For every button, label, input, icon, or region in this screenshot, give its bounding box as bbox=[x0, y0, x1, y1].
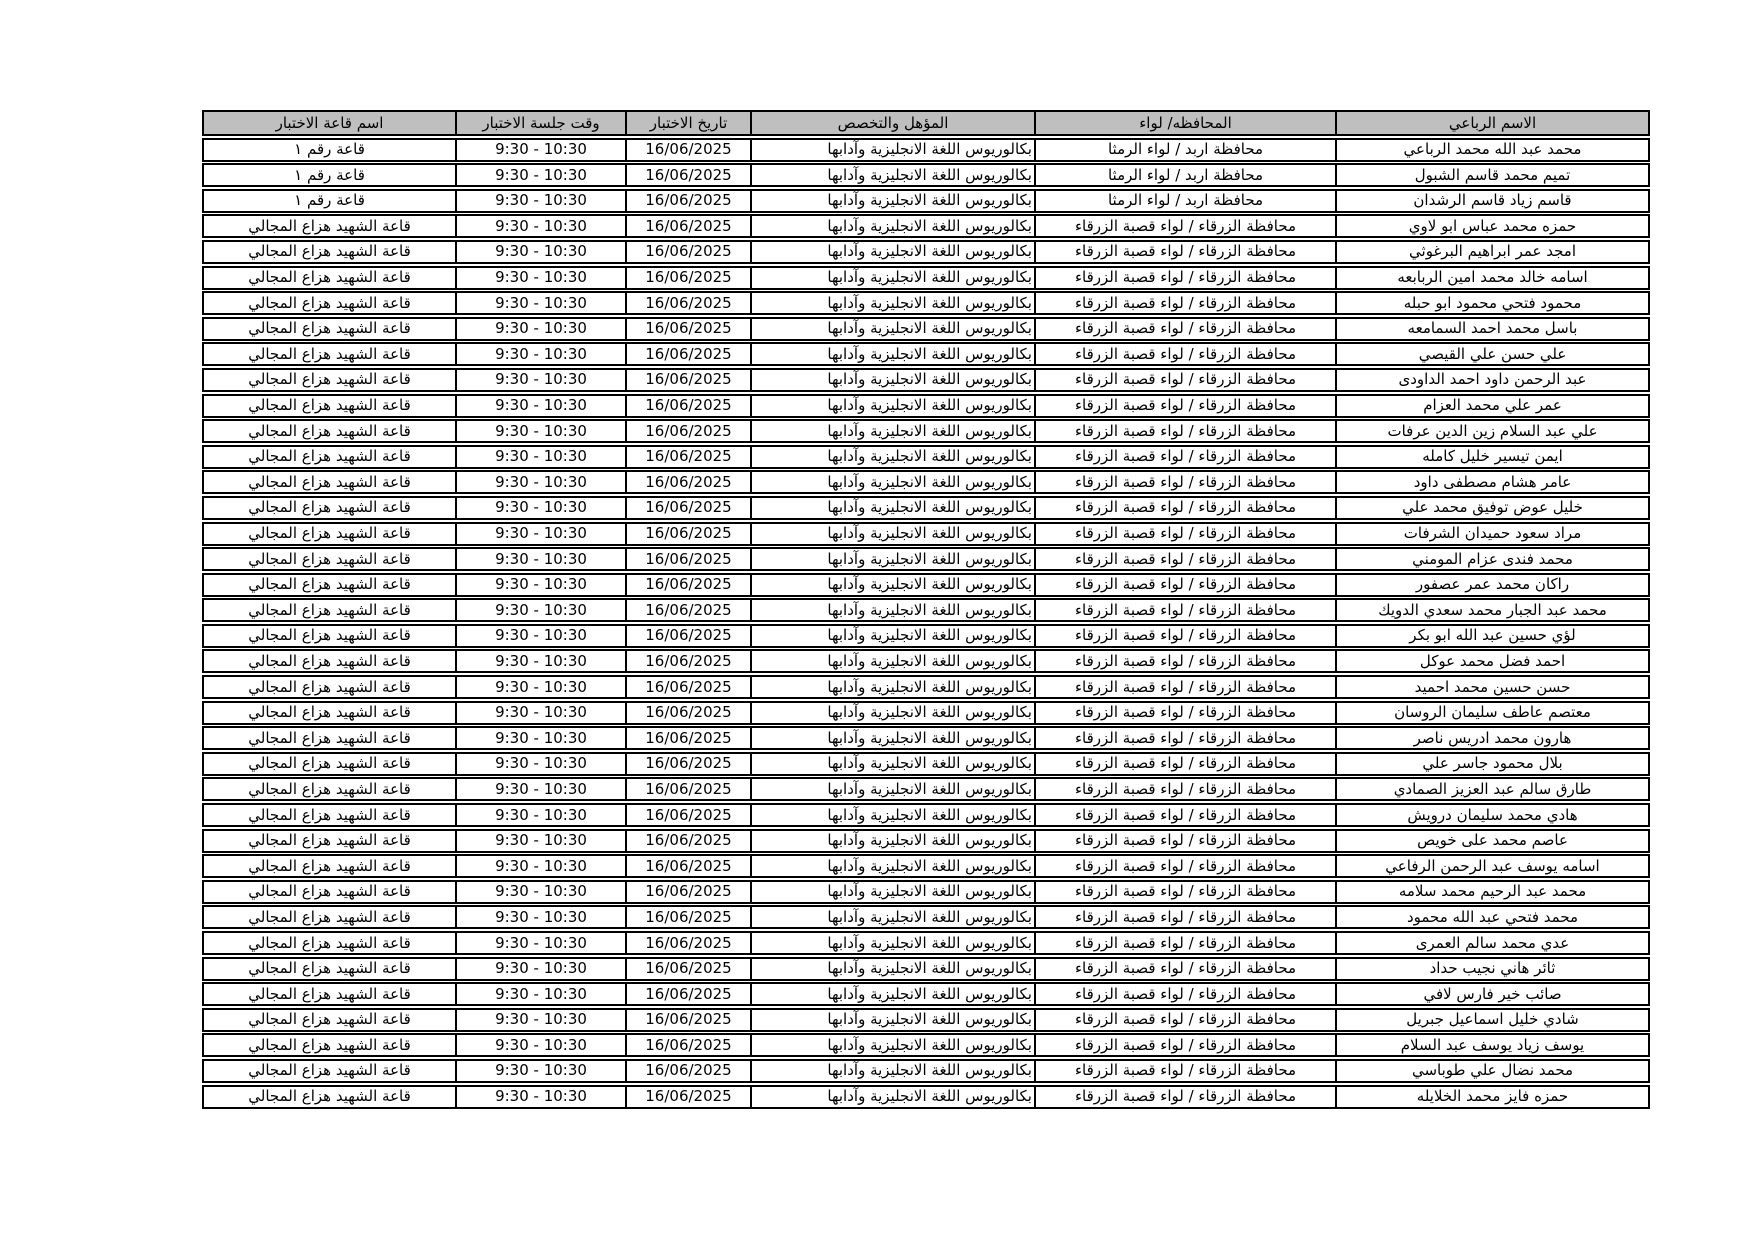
table-row bbox=[202, 163, 1650, 187]
cell-hall: قاعة الشهيد هزاع المجالي bbox=[248, 293, 411, 312]
cell-time: 9:30 - 10:30 bbox=[455, 805, 625, 825]
cell-name: حمزه محمد عباس ابو لاوي bbox=[1335, 216, 1648, 236]
cell-governorate: محافظة الزرقاء / لواء قصبة الزرقاء bbox=[1034, 447, 1335, 467]
cell-date: 16/06/2025 bbox=[625, 1035, 750, 1055]
cell-qualification: بكالوريوس اللغة الانجليزية وآدابها bbox=[750, 907, 1034, 927]
cell-name: محمد نضال علي طوباسي bbox=[1335, 1061, 1648, 1081]
cell-name: محمد عبد الرحيم محمد سلامه bbox=[1335, 882, 1648, 902]
cell-qualification: بكالوريوس اللغة الانجليزية وآدابها bbox=[750, 498, 1034, 518]
cell-governorate: محافظة الزرقاء / لواء قصبة الزرقاء bbox=[1034, 626, 1335, 646]
cell-qualification: بكالوريوس اللغة الانجليزية وآدابها bbox=[750, 754, 1034, 774]
table-row bbox=[202, 675, 1650, 699]
cell-name: عدي محمد سالم العمرى bbox=[1335, 933, 1648, 953]
table-row bbox=[202, 189, 1650, 213]
cell-governorate: محافظة الزرقاء / لواء قصبة الزرقاء bbox=[1034, 677, 1335, 697]
table-row bbox=[202, 240, 1650, 264]
table-row bbox=[202, 905, 1650, 929]
cell-time: 9:30 - 10:30 bbox=[455, 703, 625, 723]
cell-time: 9:30 - 10:30 bbox=[455, 984, 625, 1004]
cell-name: علي حسن علي القيصي bbox=[1335, 344, 1648, 364]
cell-hall: قاعة الشهيد هزاع المجالي bbox=[248, 754, 411, 773]
cell-time: 9:30 - 10:30 bbox=[455, 1061, 625, 1081]
cell-time: 9:30 - 10:30 bbox=[455, 1035, 625, 1055]
cell-time: 9:30 - 10:30 bbox=[455, 1010, 625, 1030]
cell-hall: قاعة الشهيد هزاع المجالي bbox=[248, 1087, 411, 1106]
cell-time: 9:30 - 10:30 bbox=[455, 370, 625, 390]
cell-qualification: بكالوريوس اللغة الانجليزية وآدابها bbox=[750, 1010, 1034, 1030]
cell-name: صائب خير فارس لافي bbox=[1335, 984, 1648, 1004]
cell-qualification: بكالوريوس اللغة الانجليزية وآدابها bbox=[750, 396, 1034, 416]
cell-governorate: محافظة اربد / لواء الرمثا bbox=[1034, 140, 1335, 160]
cell-name: حمزه فايز محمد الخلايله bbox=[1335, 1087, 1648, 1107]
cell-governorate: محافظة الزرقاء / لواء قصبة الزرقاء bbox=[1034, 754, 1335, 774]
table-row bbox=[202, 649, 1650, 673]
cell-date: 16/06/2025 bbox=[625, 754, 750, 774]
cell-name: محمد عبد الله محمد الرباعي bbox=[1335, 140, 1648, 160]
table-row bbox=[202, 1033, 1650, 1057]
table-row bbox=[202, 342, 1650, 366]
cell-date: 16/06/2025 bbox=[625, 140, 750, 160]
cell-date: 16/06/2025 bbox=[625, 216, 750, 236]
cell-governorate: محافظة الزرقاء / لواء قصبة الزرقاء bbox=[1034, 1087, 1335, 1107]
cell-time: 9:30 - 10:30 bbox=[455, 242, 625, 262]
cell-hall: قاعة الشهيد هزاع المجالي bbox=[248, 779, 411, 798]
cell-time: 9:30 - 10:30 bbox=[455, 831, 625, 851]
cell-qualification: بكالوريوس اللغة الانجليزية وآدابها bbox=[750, 524, 1034, 544]
cell-time: 9:30 - 10:30 bbox=[455, 549, 625, 569]
cell-name: طارق سالم عبد العزيز الصمادي bbox=[1335, 779, 1648, 799]
header-qualification: المؤهل والتخصص bbox=[750, 112, 1034, 134]
table-row bbox=[202, 496, 1650, 520]
cell-hall: قاعة الشهيد هزاع المجالي bbox=[248, 1061, 411, 1080]
cell-time: 9:30 - 10:30 bbox=[455, 651, 625, 671]
table-row bbox=[202, 1085, 1650, 1109]
cell-governorate: محافظة الزرقاء / لواء قصبة الزرقاء bbox=[1034, 575, 1335, 595]
cell-qualification: بكالوريوس اللغة الانجليزية وآدابها bbox=[750, 165, 1034, 185]
cell-name: عاصم محمد على خويص bbox=[1335, 831, 1648, 851]
cell-governorate: محافظة الزرقاء / لواء قصبة الزرقاء bbox=[1034, 933, 1335, 953]
cell-qualification: بكالوريوس اللغة الانجليزية وآدابها bbox=[750, 779, 1034, 799]
table-row bbox=[202, 138, 1650, 162]
cell-date: 16/06/2025 bbox=[625, 933, 750, 953]
cell-hall: قاعة الشهيد هزاع المجالي bbox=[248, 651, 411, 670]
cell-date: 16/06/2025 bbox=[625, 831, 750, 851]
cell-date: 16/06/2025 bbox=[625, 856, 750, 876]
cell-date: 16/06/2025 bbox=[625, 344, 750, 364]
cell-governorate: محافظة الزرقاء / لواء قصبة الزرقاء bbox=[1034, 984, 1335, 1004]
cell-date: 16/06/2025 bbox=[625, 984, 750, 1004]
cell-hall: قاعة الشهيد هزاع المجالي bbox=[248, 524, 411, 542]
cell-qualification: بكالوريوس اللغة الانجليزية وآدابها bbox=[750, 831, 1034, 851]
header-governorate: المحافظه/ لواء bbox=[1034, 112, 1335, 134]
cell-date: 16/06/2025 bbox=[625, 293, 750, 313]
cell-qualification: بكالوريوس اللغة الانجليزية وآدابها bbox=[750, 549, 1034, 569]
cell-governorate: محافظة الزرقاء / لواء قصبة الزرقاء bbox=[1034, 421, 1335, 441]
cell-date: 16/06/2025 bbox=[625, 319, 750, 339]
cell-qualification: بكالوريوس اللغة الانجليزية وآدابها bbox=[750, 293, 1034, 313]
table-row bbox=[202, 291, 1650, 315]
cell-governorate: محافظة الزرقاء / لواء قصبة الزرقاء bbox=[1034, 805, 1335, 825]
table-row bbox=[202, 803, 1650, 827]
header-full-name: الاسم الرباعي bbox=[1335, 112, 1648, 134]
cell-name: يوسف زياد يوسف عبد السلام bbox=[1335, 1035, 1648, 1055]
table-row bbox=[202, 368, 1650, 392]
cell-time: 9:30 - 10:30 bbox=[455, 319, 625, 339]
header-exam-hall: اسم قاعة الاختبار bbox=[275, 113, 384, 132]
cell-time: 9:30 - 10:30 bbox=[455, 779, 625, 799]
cell-hall: قاعة الشهيد هزاع المجالي bbox=[248, 933, 411, 952]
cell-governorate: محافظة الزرقاء / لواء قصبة الزرقاء bbox=[1034, 856, 1335, 876]
cell-time: 9:30 - 10:30 bbox=[455, 933, 625, 953]
cell-date: 16/06/2025 bbox=[625, 472, 750, 492]
header-session-time: وقت جلسة الاختبار bbox=[455, 112, 625, 134]
cell-qualification: بكالوريوس اللغة الانجليزية وآدابها bbox=[750, 216, 1034, 236]
cell-governorate: محافظة الزرقاء / لواء قصبة الزرقاء bbox=[1034, 959, 1335, 979]
cell-governorate: محافظة الزرقاء / لواء قصبة الزرقاء bbox=[1034, 498, 1335, 518]
cell-time: 9:30 - 10:30 bbox=[455, 524, 625, 544]
cell-name: باسل محمد احمد السمامعه bbox=[1335, 319, 1648, 339]
cell-hall: قاعة الشهيد هزاع المجالي bbox=[248, 498, 411, 517]
cell-date: 16/06/2025 bbox=[625, 677, 750, 697]
cell-qualification: بكالوريوس اللغة الانجليزية وآدابها bbox=[750, 319, 1034, 339]
cell-qualification: بكالوريوس اللغة الانجليزية وآدابها bbox=[750, 447, 1034, 467]
cell-governorate: محافظة الزرقاء / لواء قصبة الزرقاء bbox=[1034, 472, 1335, 492]
cell-governorate: محافظة الزرقاء / لواء قصبة الزرقاء bbox=[1034, 651, 1335, 671]
cell-time: 9:30 - 10:30 bbox=[455, 1087, 625, 1107]
cell-time: 9:30 - 10:30 bbox=[455, 959, 625, 979]
cell-hall: قاعة الشهيد هزاع المجالي bbox=[248, 728, 411, 747]
cell-time: 9:30 - 10:30 bbox=[455, 216, 625, 236]
cell-date: 16/06/2025 bbox=[625, 1061, 750, 1081]
cell-governorate: محافظة الزرقاء / لواء قصبة الزرقاء bbox=[1034, 549, 1335, 569]
cell-date: 16/06/2025 bbox=[625, 191, 750, 211]
cell-hall: قاعة الشهيد هزاع المجالي bbox=[248, 1035, 411, 1054]
table-row bbox=[202, 931, 1650, 955]
cell-qualification: بكالوريوس اللغة الانجليزية وآدابها bbox=[750, 344, 1034, 364]
cell-time: 9:30 - 10:30 bbox=[455, 447, 625, 467]
cell-hall: قاعة الشهيد هزاع المجالي bbox=[248, 984, 411, 1003]
cell-hall: قاعة الشهيد هزاع المجالي bbox=[248, 882, 411, 901]
cell-governorate: محافظة الزرقاء / لواء قصبة الزرقاء bbox=[1034, 370, 1335, 390]
cell-governorate: محافظة الزرقاء / لواء قصبة الزرقاء bbox=[1034, 779, 1335, 799]
cell-governorate: محافظة الزرقاء / لواء قصبة الزرقاء bbox=[1034, 882, 1335, 902]
table-row bbox=[202, 470, 1650, 494]
table-row bbox=[202, 547, 1650, 571]
cell-hall: قاعة الشهيد هزاع المجالي bbox=[248, 959, 411, 978]
cell-time: 9:30 - 10:30 bbox=[455, 344, 625, 364]
cell-date: 16/06/2025 bbox=[625, 600, 750, 620]
table-row bbox=[202, 726, 1650, 750]
cell-name: هارون محمد ادريس ناصر bbox=[1335, 728, 1648, 748]
cell-hall: قاعة الشهيد هزاع المجالي bbox=[248, 907, 411, 926]
cell-qualification: بكالوريوس اللغة الانجليزية وآدابها bbox=[750, 421, 1034, 441]
cell-qualification: بكالوريوس اللغة الانجليزية وآدابها bbox=[750, 959, 1034, 979]
cell-name: احمد فضل محمد عوكل bbox=[1335, 651, 1648, 671]
cell-hall: قاعة الشهيد هزاع المجالي bbox=[248, 242, 411, 261]
cell-governorate: محافظة الزرقاء / لواء قصبة الزرقاء bbox=[1034, 293, 1335, 313]
cell-governorate: محافظة اربد / لواء الرمثا bbox=[1034, 165, 1335, 185]
table-row bbox=[202, 880, 1650, 904]
cell-date: 16/06/2025 bbox=[625, 959, 750, 979]
cell-qualification: بكالوريوس اللغة الانجليزية وآدابها bbox=[750, 472, 1034, 492]
cell-governorate: محافظة الزرقاء / لواء قصبة الزرقاء bbox=[1034, 344, 1335, 364]
table-body bbox=[202, 138, 1650, 1109]
table-row bbox=[202, 419, 1650, 443]
cell-qualification: بكالوريوس اللغة الانجليزية وآدابها bbox=[750, 575, 1034, 595]
cell-governorate: محافظة الزرقاء / لواء قصبة الزرقاء bbox=[1034, 703, 1335, 723]
table-row bbox=[202, 777, 1650, 801]
cell-date: 16/06/2025 bbox=[625, 421, 750, 441]
cell-name: محمود فتحي محمود ابو حبله bbox=[1335, 293, 1648, 313]
cell-governorate: محافظة الزرقاء / لواء قصبة الزرقاء bbox=[1034, 242, 1335, 262]
cell-date: 16/06/2025 bbox=[625, 703, 750, 723]
cell-time: 9:30 - 10:30 bbox=[455, 472, 625, 492]
cell-qualification: بكالوريوس اللغة الانجليزية وآدابها bbox=[750, 268, 1034, 288]
cell-hall: قاعة الشهيد هزاع المجالي bbox=[248, 575, 411, 594]
cell-governorate: محافظة الزرقاء / لواء قصبة الزرقاء bbox=[1034, 319, 1335, 339]
cell-hall: قاعة رقم ١ bbox=[294, 191, 365, 210]
cell-name: اسامه يوسف عبد الرحمن الرفاعي bbox=[1335, 856, 1648, 876]
cell-time: 9:30 - 10:30 bbox=[455, 728, 625, 748]
cell-time: 9:30 - 10:30 bbox=[455, 754, 625, 774]
cell-hall: قاعة الشهيد هزاع المجالي bbox=[248, 268, 411, 287]
table-row bbox=[202, 394, 1650, 418]
cell-time: 9:30 - 10:30 bbox=[455, 575, 625, 595]
cell-hall: قاعة الشهيد هزاع المجالي bbox=[248, 216, 411, 235]
cell-date: 16/06/2025 bbox=[625, 447, 750, 467]
cell-hall: قاعة الشهيد هزاع المجالي bbox=[248, 319, 411, 338]
table-row bbox=[202, 445, 1650, 469]
table-row bbox=[202, 266, 1650, 290]
cell-hall: قاعة الشهيد هزاع المجالي bbox=[248, 421, 411, 440]
cell-name: معتصم عاطف سليمان الروسان bbox=[1335, 703, 1648, 723]
cell-governorate: محافظة الزرقاء / لواء قصبة الزرقاء bbox=[1034, 524, 1335, 544]
cell-qualification: بكالوريوس اللغة الانجليزية وآدابها bbox=[750, 933, 1034, 953]
cell-hall: قاعة الشهيد هزاع المجالي bbox=[248, 344, 411, 363]
cell-qualification: بكالوريوس اللغة الانجليزية وآدابها bbox=[750, 140, 1034, 160]
cell-time: 9:30 - 10:30 bbox=[455, 421, 625, 441]
cell-date: 16/06/2025 bbox=[625, 575, 750, 595]
cell-name: قاسم زياد قاسم الرشدان bbox=[1335, 191, 1648, 211]
cell-date: 16/06/2025 bbox=[625, 498, 750, 518]
cell-qualification: بكالوريوس اللغة الانجليزية وآدابها bbox=[750, 805, 1034, 825]
cell-name: ايمن تيسير خليل كامله bbox=[1335, 447, 1648, 467]
cell-date: 16/06/2025 bbox=[625, 1010, 750, 1030]
cell-date: 16/06/2025 bbox=[625, 626, 750, 646]
exam-schedule-table bbox=[202, 110, 1650, 1110]
cell-name: حسن حسين محمد احميد bbox=[1335, 677, 1648, 697]
cell-date: 16/06/2025 bbox=[625, 651, 750, 671]
cell-name: عمر علي محمد العزام bbox=[1335, 396, 1648, 416]
cell-governorate: محافظة اربد / لواء الرمثا bbox=[1034, 191, 1335, 211]
cell-time: 9:30 - 10:30 bbox=[455, 626, 625, 646]
cell-qualification: بكالوريوس اللغة الانجليزية وآدابها bbox=[750, 856, 1034, 876]
cell-hall: قاعة الشهيد هزاع المجالي bbox=[248, 805, 411, 824]
table-header-row bbox=[202, 110, 1650, 136]
cell-time: 9:30 - 10:30 bbox=[455, 140, 625, 160]
cell-date: 16/06/2025 bbox=[625, 1087, 750, 1107]
cell-governorate: محافظة الزرقاء / لواء قصبة الزرقاء bbox=[1034, 216, 1335, 236]
cell-qualification: بكالوريوس اللغة الانجليزية وآدابها bbox=[750, 600, 1034, 620]
cell-hall: قاعة الشهيد هزاع المجالي bbox=[248, 831, 411, 850]
cell-time: 9:30 - 10:30 bbox=[455, 268, 625, 288]
table-row bbox=[202, 982, 1650, 1006]
table-row bbox=[202, 854, 1650, 878]
cell-name: علي عبد السلام زين الدين عرفات bbox=[1335, 421, 1648, 441]
cell-name: مراد سعود حميدان الشرفات bbox=[1335, 524, 1648, 544]
cell-name: لؤي حسين عبد الله ابو بكر bbox=[1335, 626, 1648, 646]
cell-name: امجد عمر ابراهيم البرغوثي bbox=[1335, 242, 1648, 262]
cell-governorate: محافظة الزرقاء / لواء قصبة الزرقاء bbox=[1034, 600, 1335, 620]
cell-qualification: بكالوريوس اللغة الانجليزية وآدابها bbox=[750, 984, 1034, 1004]
table-row bbox=[202, 522, 1650, 546]
cell-hall: قاعة الشهيد هزاع المجالي bbox=[248, 600, 411, 619]
cell-qualification: بكالوريوس اللغة الانجليزية وآدابها bbox=[750, 626, 1034, 646]
table-row bbox=[202, 1008, 1650, 1032]
cell-qualification: بكالوريوس اللغة الانجليزية وآدابها bbox=[750, 703, 1034, 723]
cell-name: راكان محمد عمر عصفور bbox=[1335, 575, 1648, 595]
header-exam-date: تاريخ الاختبار bbox=[625, 112, 750, 134]
cell-time: 9:30 - 10:30 bbox=[455, 191, 625, 211]
table-row bbox=[202, 957, 1650, 981]
cell-time: 9:30 - 10:30 bbox=[455, 165, 625, 185]
cell-hall: قاعة رقم ١ bbox=[294, 165, 365, 184]
cell-time: 9:30 - 10:30 bbox=[455, 600, 625, 620]
cell-hall: قاعة الشهيد هزاع المجالي bbox=[248, 626, 411, 645]
cell-hall: قاعة الشهيد هزاع المجالي bbox=[248, 472, 411, 491]
cell-name: اسامه خالد محمد امين الربابعه bbox=[1335, 268, 1648, 288]
table-row bbox=[202, 1059, 1650, 1083]
cell-qualification: بكالوريوس اللغة الانجليزية وآدابها bbox=[750, 242, 1034, 262]
table-row bbox=[202, 573, 1650, 597]
cell-time: 9:30 - 10:30 bbox=[455, 882, 625, 902]
cell-date: 16/06/2025 bbox=[625, 268, 750, 288]
cell-date: 16/06/2025 bbox=[625, 882, 750, 902]
cell-name: بلال محمود جاسر علي bbox=[1335, 754, 1648, 774]
cell-governorate: محافظة الزرقاء / لواء قصبة الزرقاء bbox=[1034, 728, 1335, 748]
cell-name: خليل عوض توفيق محمد علي bbox=[1335, 498, 1648, 518]
cell-date: 16/06/2025 bbox=[625, 370, 750, 390]
cell-time: 9:30 - 10:30 bbox=[455, 396, 625, 416]
cell-governorate: محافظة الزرقاء / لواء قصبة الزرقاء bbox=[1034, 1010, 1335, 1030]
cell-date: 16/06/2025 bbox=[625, 396, 750, 416]
cell-qualification: بكالوريوس اللغة الانجليزية وآدابها bbox=[750, 1087, 1034, 1107]
cell-qualification: بكالوريوس اللغة الانجليزية وآدابها bbox=[750, 370, 1034, 390]
cell-qualification: بكالوريوس اللغة الانجليزية وآدابها bbox=[750, 728, 1034, 748]
cell-governorate: محافظة الزرقاء / لواء قصبة الزرقاء bbox=[1034, 831, 1335, 851]
cell-name: شادي خليل اسماعيل جبريل bbox=[1335, 1010, 1648, 1030]
cell-name: عامر هشام مصطفى داود bbox=[1335, 472, 1648, 492]
cell-time: 9:30 - 10:30 bbox=[455, 677, 625, 697]
cell-time: 9:30 - 10:30 bbox=[455, 293, 625, 313]
cell-time: 9:30 - 10:30 bbox=[455, 856, 625, 876]
cell-name: محمد فتحي عبد الله محمود bbox=[1335, 907, 1648, 927]
cell-name: ثائر هاني نجيب حداد bbox=[1335, 959, 1648, 979]
table-row bbox=[202, 214, 1650, 238]
cell-name: تميم محمد قاسم الشبول bbox=[1335, 165, 1648, 185]
cell-name: عبد الرحمن داود احمد الداودى bbox=[1335, 370, 1648, 390]
cell-date: 16/06/2025 bbox=[625, 728, 750, 748]
cell-hall: قاعة الشهيد هزاع المجالي bbox=[248, 703, 411, 722]
cell-hall: قاعة الشهيد هزاع المجالي bbox=[248, 677, 411, 696]
cell-qualification: بكالوريوس اللغة الانجليزية وآدابها bbox=[750, 1035, 1034, 1055]
cell-hall: قاعة الشهيد هزاع المجالي bbox=[248, 447, 411, 466]
cell-governorate: محافظة الزرقاء / لواء قصبة الزرقاء bbox=[1034, 907, 1335, 927]
cell-hall: قاعة الشهيد هزاع المجالي bbox=[248, 1010, 411, 1029]
cell-name: محمد عبد الجبار محمد سعدي الدويك bbox=[1335, 600, 1648, 620]
cell-date: 16/06/2025 bbox=[625, 524, 750, 544]
cell-governorate: محافظة الزرقاء / لواء قصبة الزرقاء bbox=[1034, 268, 1335, 288]
cell-time: 9:30 - 10:30 bbox=[455, 907, 625, 927]
cell-governorate: محافظة الزرقاء / لواء قصبة الزرقاء bbox=[1034, 1061, 1335, 1081]
cell-qualification: بكالوريوس اللغة الانجليزية وآدابها bbox=[750, 651, 1034, 671]
cell-date: 16/06/2025 bbox=[625, 779, 750, 799]
cell-qualification: بكالوريوس اللغة الانجليزية وآدابها bbox=[750, 1061, 1034, 1081]
cell-date: 16/06/2025 bbox=[625, 242, 750, 262]
cell-hall: قاعة الشهيد هزاع المجالي bbox=[248, 549, 411, 568]
cell-governorate: محافظة الزرقاء / لواء قصبة الزرقاء bbox=[1034, 1035, 1335, 1055]
table-row bbox=[202, 701, 1650, 725]
cell-qualification: بكالوريوس اللغة الانجليزية وآدابها bbox=[750, 677, 1034, 697]
cell-hall: قاعة الشهيد هزاع المجالي bbox=[248, 396, 411, 415]
cell-hall: قاعة رقم ١ bbox=[294, 140, 365, 159]
cell-name: هادي محمد سليمان درويش bbox=[1335, 805, 1648, 825]
cell-time: 9:30 - 10:30 bbox=[455, 498, 625, 518]
cell-governorate: محافظة الزرقاء / لواء قصبة الزرقاء bbox=[1034, 396, 1335, 416]
cell-qualification: بكالوريوس اللغة الانجليزية وآدابها bbox=[750, 191, 1034, 211]
table-row bbox=[202, 598, 1650, 622]
cell-name: محمد فندى عزام المومني bbox=[1335, 549, 1648, 569]
cell-date: 16/06/2025 bbox=[625, 549, 750, 569]
cell-date: 16/06/2025 bbox=[625, 805, 750, 825]
cell-hall: قاعة الشهيد هزاع المجالي bbox=[248, 370, 411, 389]
table-row bbox=[202, 829, 1650, 853]
table-row bbox=[202, 624, 1650, 648]
table-row bbox=[202, 752, 1650, 776]
cell-qualification: بكالوريوس اللغة الانجليزية وآدابها bbox=[750, 882, 1034, 902]
cell-date: 16/06/2025 bbox=[625, 907, 750, 927]
cell-date: 16/06/2025 bbox=[625, 165, 750, 185]
cell-hall: قاعة الشهيد هزاع المجالي bbox=[248, 856, 411, 875]
table-row bbox=[202, 317, 1650, 341]
